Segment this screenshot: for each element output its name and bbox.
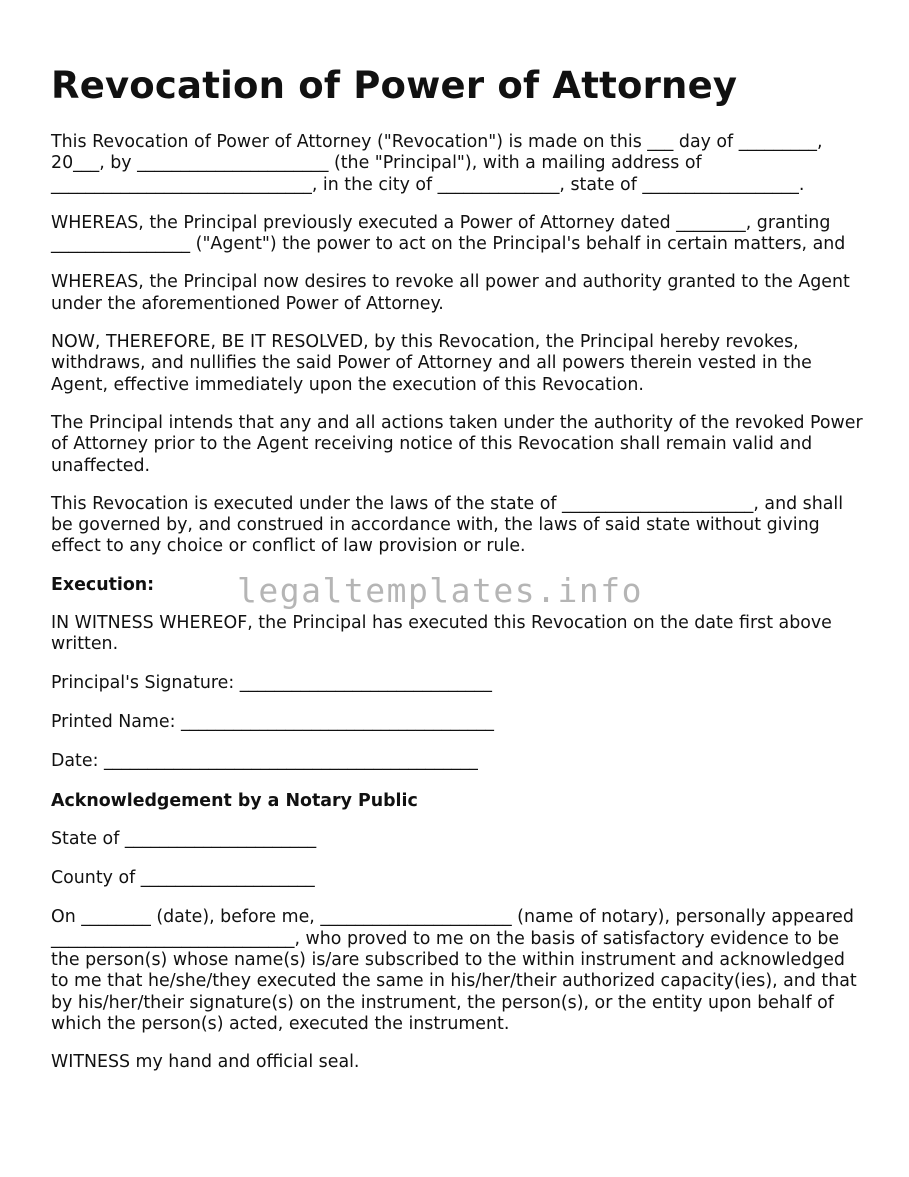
whereas-prior-poa-paragraph: WHEREAS, the Principal previously executed a Power of Attorney dated ________, granting ________________ ("Agent") the power to act on the Principal's behalf in certain matters, and <box>51 212 846 255</box>
notary-heading: Acknowledgement by a Notary Public <box>51 790 418 811</box>
principal-signature-line: Principal's Signature: _____________________________ <box>51 672 492 693</box>
printed-name-line: Printed Name: ____________________________________ <box>51 711 494 732</box>
governing-law-paragraph: This Revocation is executed under the laws of the state of ______________________, and shall be governed by, and construed in accordance with, the laws of said state without giving effect to any choice or conflict of law provision or rule. <box>51 493 844 557</box>
date-line: Date: ___________________________________________ <box>51 751 478 772</box>
notary-state-line: State of ______________________ <box>51 828 317 849</box>
intent-paragraph: The Principal intends that any and all actions taken under the authority of the revoked Power of Attorney prior to the Agent receiving notice of this Revocation shall remain valid and unaffected. <box>51 412 863 476</box>
witness-whereof-paragraph: IN WITNESS WHEREOF, the Principal has executed this Revocation on the date first above written. <box>51 613 832 655</box>
notary-acknowledgement-paragraph: On ________ (date), before me, ______________________ (name of notary), personally appeared ____________________________, who proved to me on the basis of satisfactory evidence to be the person(s) whose name(s) is/are subscribed to the within instrument and acknowledged to me that he/she/they executed the same in his/her/their authorized capacity(ies), and that by his/her/their signature(s) on the instrument, the person(s), or the entity upon behalf of which the person(s) acted, executed the instrument. <box>51 907 857 1034</box>
intro-paragraph: This Revocation of Power of Attorney ("Revocation") is made on this ___ day of _________, 20___, by ______________________ (the "Principal"), with a mailing address of ______________________________, in the city of ______________, state of __________________. <box>51 132 823 195</box>
witness-seal-line: WITNESS my hand and official seal. <box>51 1052 360 1073</box>
resolved-paragraph: NOW, THEREFORE, BE IT RESOLVED, by this Revocation, the Principal hereby revokes, withdraws, and nullifies the said Power of Attorney and all powers therein vested in the Agent, effective immediately upon the execution of this Revocation. <box>51 332 812 395</box>
document-title: Revocation of Power of Attorney <box>51 64 738 107</box>
watermark: legaltemplates.info <box>237 571 643 610</box>
execution-heading: Execution: <box>51 574 155 595</box>
notary-county-line: County of ____________________ <box>51 868 315 889</box>
whereas-revoke-paragraph: WHEREAS, the Principal now desires to revoke all power and authority granted to the Agent under the aforementioned Power of Attorney. <box>51 272 850 314</box>
